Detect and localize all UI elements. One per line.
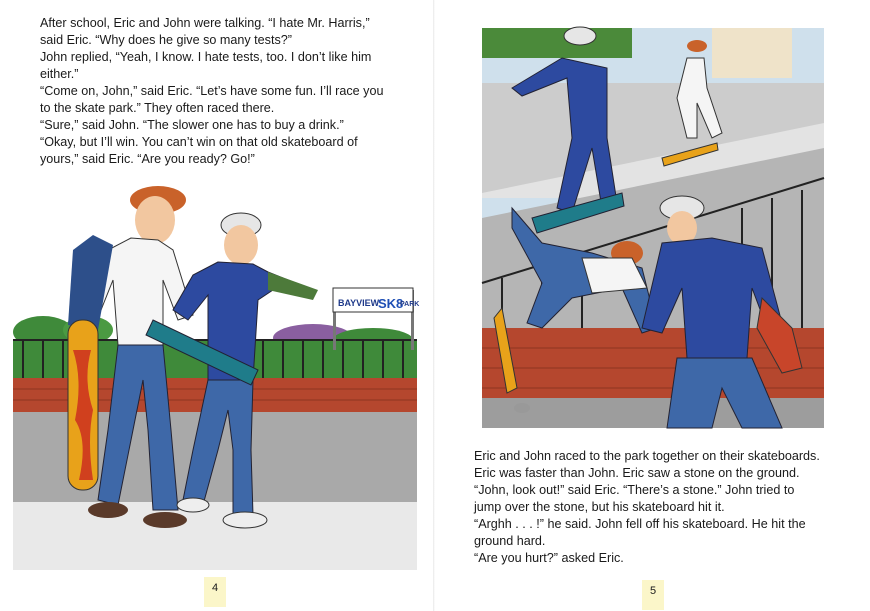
text-line: “Okay, but I’ll win. You can’t win on that old skateboard of	[40, 135, 358, 149]
text-line: “Come on, John,” said Eric. “Let’s have some fun. I’ll race you	[40, 84, 384, 98]
text-line: Eric was faster than John. Eric saw a stone on the ground.	[474, 466, 800, 480]
text-line: Eric and John raced to the park together on their skateboards.	[474, 449, 820, 463]
text-line: “Sure,” said John. “The slower one has to buy a drink.”	[40, 118, 344, 132]
sign-text: BAYVIEW	[338, 298, 380, 308]
text-line: After school, Eric and John were talking. “I hate Mr. Harris,”	[40, 16, 370, 30]
text-line: “Arghh . . . !” he said. John fell off his skateboard. He hit the	[474, 517, 806, 531]
illustration-boys-talking	[13, 180, 420, 570]
text-line: said Eric. “Why does he give so many tests?”	[40, 33, 292, 47]
text-line: “Are you hurt?” asked Eric.	[474, 551, 624, 565]
text-line: ground hard.	[474, 534, 546, 548]
illustration-boys-racing	[482, 28, 824, 428]
left-page-text	[40, 15, 383, 168]
text-line: jump over the stone, but his skateboard hit it.	[474, 500, 725, 514]
text-line: either.”	[40, 67, 79, 81]
page-number: 4	[204, 577, 226, 607]
sign-text: SK8	[378, 296, 404, 311]
text-line: “John, look out!” said Eric. “There’s a stone.” John tried to	[474, 483, 795, 497]
page-number: 5	[642, 580, 664, 610]
text-line: yours,” said Eric. “Are you ready? Go!”	[40, 152, 255, 166]
text-line: to the skate park.” They often raced there.	[40, 101, 275, 115]
sign-text: PARK	[400, 301, 420, 308]
text-line: John replied, “Yeah, I know. I hate tests, too. I don’t like him	[40, 50, 372, 64]
right-page-text	[474, 448, 820, 567]
